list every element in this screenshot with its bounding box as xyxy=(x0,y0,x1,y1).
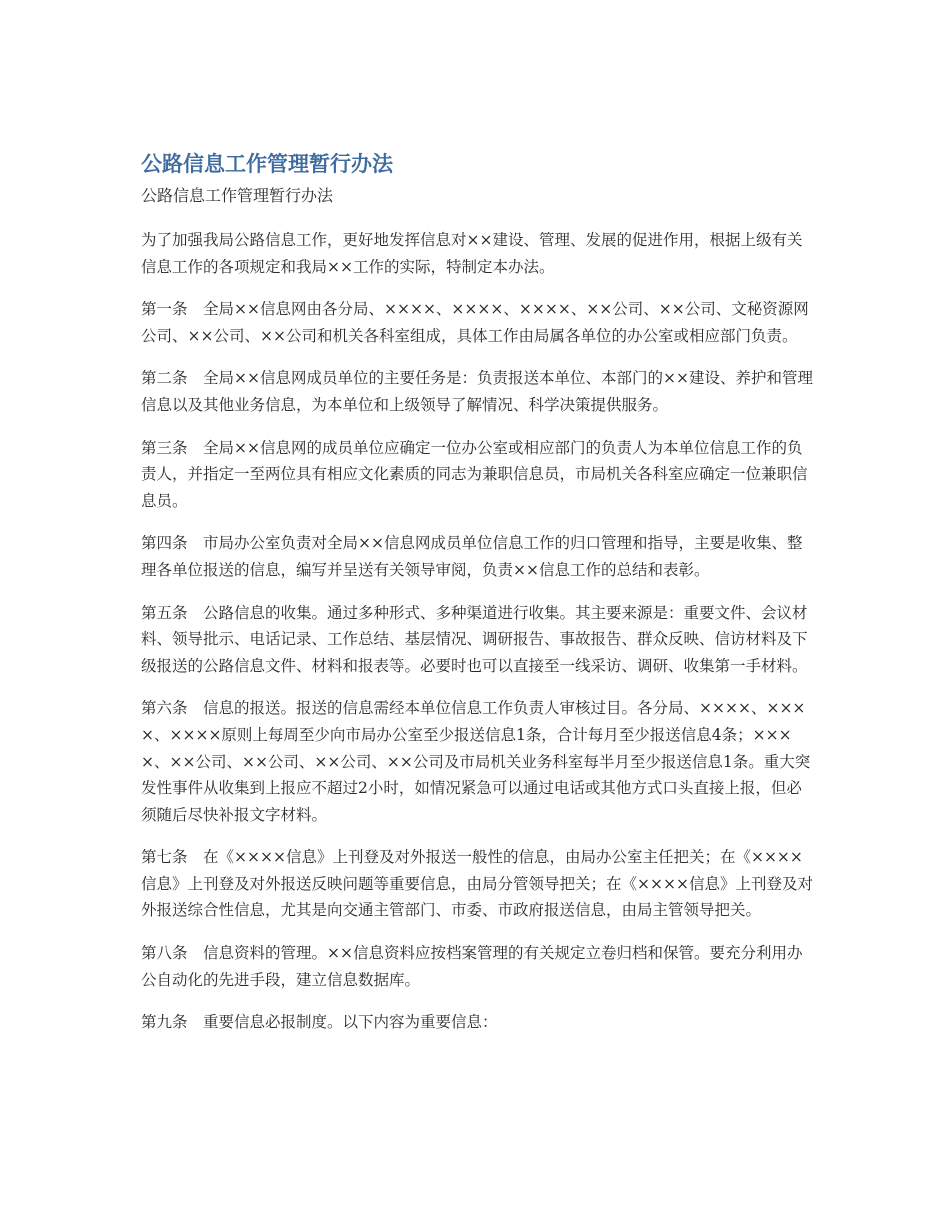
document-subtitle: 公路信息工作管理暂行办法 xyxy=(141,186,334,205)
article-5-paragraph: 第五条 公路信息的收集。通过多种形式、多种渠道进行收集。其主要来源是：重要文件、会议材料、领导批示、电话记录、工作总结、基层情况、调研报告、事故报告、群众反映、信访材料及下级报送的公路信息文件、材料和报表等。必要时也可以直接至一线采访、调研、收集第一手材料。 xyxy=(141,603,808,675)
article-4-paragraph: 第四条 市局办公室负责对全局××信息网成员单位信息工作的归口管理和指导，主要是收集、整理各单位报送的信息，编写并呈送有关领导审阅，负责××信息工作的总结和表彰。 xyxy=(141,534,803,579)
article-9-paragraph: 第九条 重要信息必报制度。以下内容为重要信息： xyxy=(141,1013,498,1032)
article-8-paragraph: 第八条 信息资料的管理。××信息资料应按档案管理的有关规定立卷归档和保管。要充分利用办公自动化的先进手段，建立信息数据库。 xyxy=(141,944,803,989)
article-2-paragraph: 第二条 全局××信息网成员单位的主要任务是：负责报送本单位、本部门的××建设、养护和管理信息以及其他业务信息，为本单位和上级领导了解情况、科学决策提供服务。 xyxy=(141,369,813,414)
document-title: 公路信息工作管理暂行办法 xyxy=(141,152,393,176)
article-1-paragraph: 第一条 全局××信息网由各分局、××××、××××、××××、××公司、××公司、文秘资源网 公司、××公司、××公司和机关各科室组成，具体工作由局属各单位的办公室或相应部门负责。 xyxy=(141,300,809,345)
document-page xyxy=(141,148,813,1036)
article-6-paragraph: 第六条 信息的报送。报送的信息需经本单位信息工作负责人审核过目。各分局、××××、××××、××××原则上每周至少向市局办公室至少报送信息1条，合计每月至少报送信息4条；××××、××公司、××公司、××公司、××公司及市局机关业务科室每半月至少报送信息1条。重大突发性事件从收集到上报应不超过2小时，如情况紧急可以通过电话或其他方式口头直接上报，但必须随后尽快补报文字材料。 xyxy=(141,699,811,824)
article-3-paragraph: 第三条 全局××信息网的成员单位应确定一位办公室或相应部门的负责人为本单位信息工作的负责人，并指定一至两位具有相应文化素质的同志为兼职信息员，市局机关各科室应确定一位兼职信息员。 xyxy=(141,438,808,510)
article-7-paragraph: 第七条 在《××××信息》上刊登及对外报送一般性的信息，由局办公室主任把关；在《××××信息》上刊登及对外报送反映问题等重要信息，由局分管领导把关；在《××××信息》上刊登及对外报送综合性信息，尤其是向交通主管部门、市委、市政府报送信息，由局主管领导把关。 xyxy=(141,848,813,920)
preamble-paragraph: 为了加强我局公路信息工作，更好地发挥信息对××建设、管理、发展的促进作用，根据上级有关信息工作的各项规定和我局××工作的实际，特制定本办法。 xyxy=(141,231,803,276)
